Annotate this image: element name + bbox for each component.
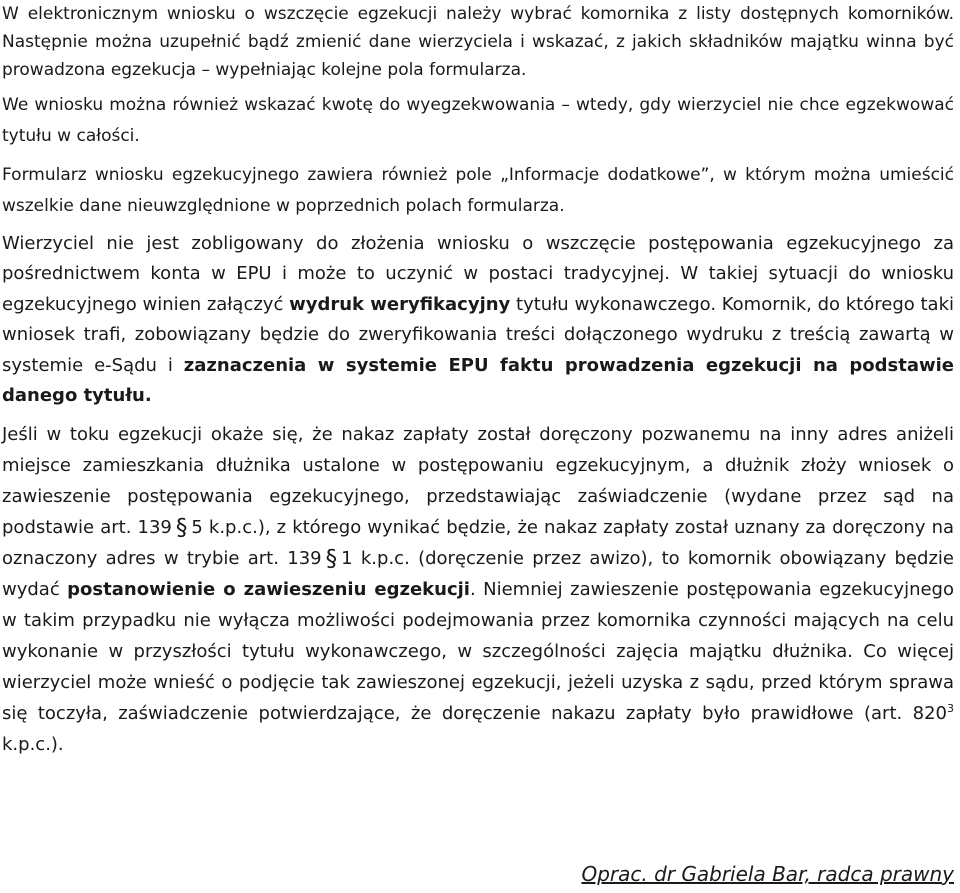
superscript-article-number: 3	[947, 701, 954, 715]
paragraph-text: 5 k.p.c.), z którego wynikać będzie, że nakaz zapłaty został uznany za doręczony na oznaczony adres w trybie art. 139	[2, 517, 955, 570]
paragraph-text: tytułu wykonawczego. Komornik, do którego taki wniosek trafi, zobowiązany będzie do zweryfikowania treści dołączonego wydruku z treścią zawartą w systemie e-Sądu i	[2, 293, 954, 376]
paragraph-enforcement-amount: We wniosku można również wskazać kwotę do wyegzekwowania – wtedy, gdy wierzyciel nie chce egzekwować tytułu w całości.	[2, 95, 954, 146]
paragraph-text: 1 k.p.c. (doręczenie przez awizo), to komornik obowiązany będzie wydać	[2, 548, 954, 600]
paragraph-text: . Niemniej zawieszenie postępowania egzekucyjnego w takim przypadku nie wyłącza możliwości podejmowania przez komornika czynności mających na celu wykonanie w przyszłości tytułu wykonawczego, w szczególności zajęcia majątku dłużnika. Co więcej wierzyciel może wnieść o podjęcie tak zawieszonej egzekucji, jeżeli uzyska z sądu, przed którym sprawa się toczyła, zaświadczenie potwierdzające, że doręczenie nakazu zapłaty było prawidłowe (art. 820	[2, 578, 954, 724]
paragraph-text: k.p.c.).	[2, 733, 64, 755]
paragraph-text: Wierzyciel nie jest zobligowany do złożenia wniosku o wszczęcie postępowania egzekucyjnego za pośrednictwem konta w EPU i może to uczynić w postaci tradycyjnej. W takiej sytuacji do wniosku egzekucyjnego winien załączyć	[2, 233, 954, 315]
bold-phrase-epu-marking: zaznaczenia w systemie EPU faktu prowadzenia egzekucji na podstawie danego tytułu.	[2, 354, 954, 407]
paragraph-additional-info: Formularz wniosku egzekucyjnego zawiera również pole „Informacje dodatkowe”, w którym można umieścić wszelkie dane nieuwzględnione w poprzednich polach formularza.	[2, 165, 954, 216]
paragraph-suspension-of-enforcement	[2, 420, 954, 760]
author-signature: Oprac. dr Gabriela Bar, radca prawny	[581, 862, 954, 886]
section-sign: §	[325, 546, 338, 573]
section-sign: §	[175, 515, 188, 542]
bold-phrase-suspension-order: postanowienie o zawieszeniu egzekucji	[67, 578, 470, 600]
paragraph-text: Jeśli w toku egzekucji okaże się, że nakaz zapłaty został doręczony pozwanemu na inny adres aniżeli miejsce zamieszkania dłużnika ustalone w postępowaniu egzekucyjnym, a dłużnik złoży wniosek o zawieszenie postępowania egzekucyjnego, przedstawiając zaświadczenie (wydane przez sąd na podstawie art. 139	[2, 424, 954, 539]
document-page	[2, 0, 954, 760]
paragraph-traditional-application	[2, 229, 954, 411]
bold-phrase-verification-printout: wydruk weryfikacyjny	[289, 293, 511, 315]
paragraph-epu-bailiff-selection: W elektronicznym wniosku o wszczęcie egzekucji należy wybrać komornika z listy dostępnych komorników. Następnie można uzupełnić bądź zmienić dane wierzyciela i wskazać, z jakich składników majątku winna być prowadzona egzekucja – wypełniając kolejne pola formularza.	[2, 4, 954, 80]
